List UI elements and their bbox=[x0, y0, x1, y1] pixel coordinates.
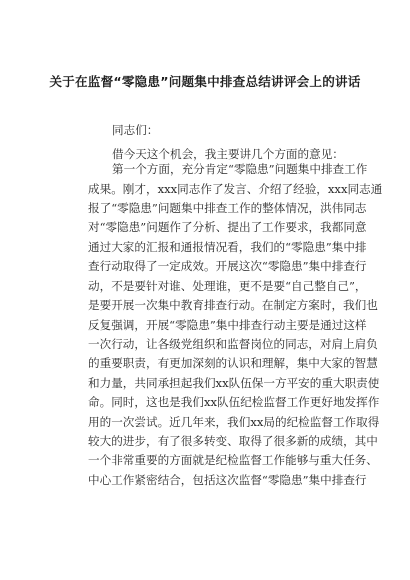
paragraph-line: 的重要职责，有更加深刻的认识和理解，集中大家的智慧 bbox=[88, 356, 378, 370]
paragraph-line: 较大的进步，有了很多转变、取得了很多新的成绩，其中 bbox=[88, 434, 378, 448]
paragraph-line: 查行动取得了一定成效。开展这次“零隐患”集中排查行 bbox=[88, 259, 367, 273]
paragraph-line: 中心工作紧密结合，包括这次监督“零隐患”集中排查行 bbox=[88, 473, 367, 487]
paragraph-line: 动，不是要针对谁、处理谁，更不是要“自己整自己”， bbox=[88, 279, 367, 293]
paragraph-line: 第一个方面，充分肯定“零隐患”问题集中排查工作 bbox=[112, 162, 368, 176]
salutation: 同志们： bbox=[112, 123, 159, 137]
paragraph-line: 一个非常重要的方面就是纪检监督工作能够与重大任务、 bbox=[88, 453, 378, 467]
paragraph-line: 报了“零隐患”问题集中排查工作的整体情况，洪伟同志 bbox=[88, 201, 367, 215]
paragraph-line: 和力量，共同承担起我们xx队伍保一方平安的重大职责使 bbox=[88, 376, 380, 390]
paragraph-line: 用的一次尝试。近几年来，我们xx局的纪检监督工作取得 bbox=[88, 415, 380, 429]
paragraph-line: 对“零隐患”问题作了分析、提出了工作要求，我都同意 bbox=[88, 220, 367, 234]
paragraph-line: 一次行动，让各级党组织和监督岗位的同志，对肩上肩负 bbox=[88, 337, 378, 351]
paragraph-line: 反复强调，开展“零隐患”集中排查行动主要是通过这样 bbox=[88, 318, 367, 332]
document-title: 关于在监督“零隐患”问题集中排查总结讲评会上的讲话 bbox=[49, 74, 361, 89]
paragraph-line: 命。同时，这也是我们xx队伍纪检监督工作更好地发挥作 bbox=[88, 395, 380, 409]
paragraph-line: 是要开展一次集中教育排查行动。在制定方案时，我们也 bbox=[88, 298, 378, 312]
paragraph-line: 成果。刚才，xxx同志作了发言、介绍了经验，xxx同志通 bbox=[88, 182, 383, 196]
paragraph-line: 通过大家的汇报和通报情况看，我们的“零隐患”集中排 bbox=[88, 240, 367, 254]
paragraph-line: 借今天这个机会，我主要讲几个方面的意见： bbox=[112, 147, 344, 161]
